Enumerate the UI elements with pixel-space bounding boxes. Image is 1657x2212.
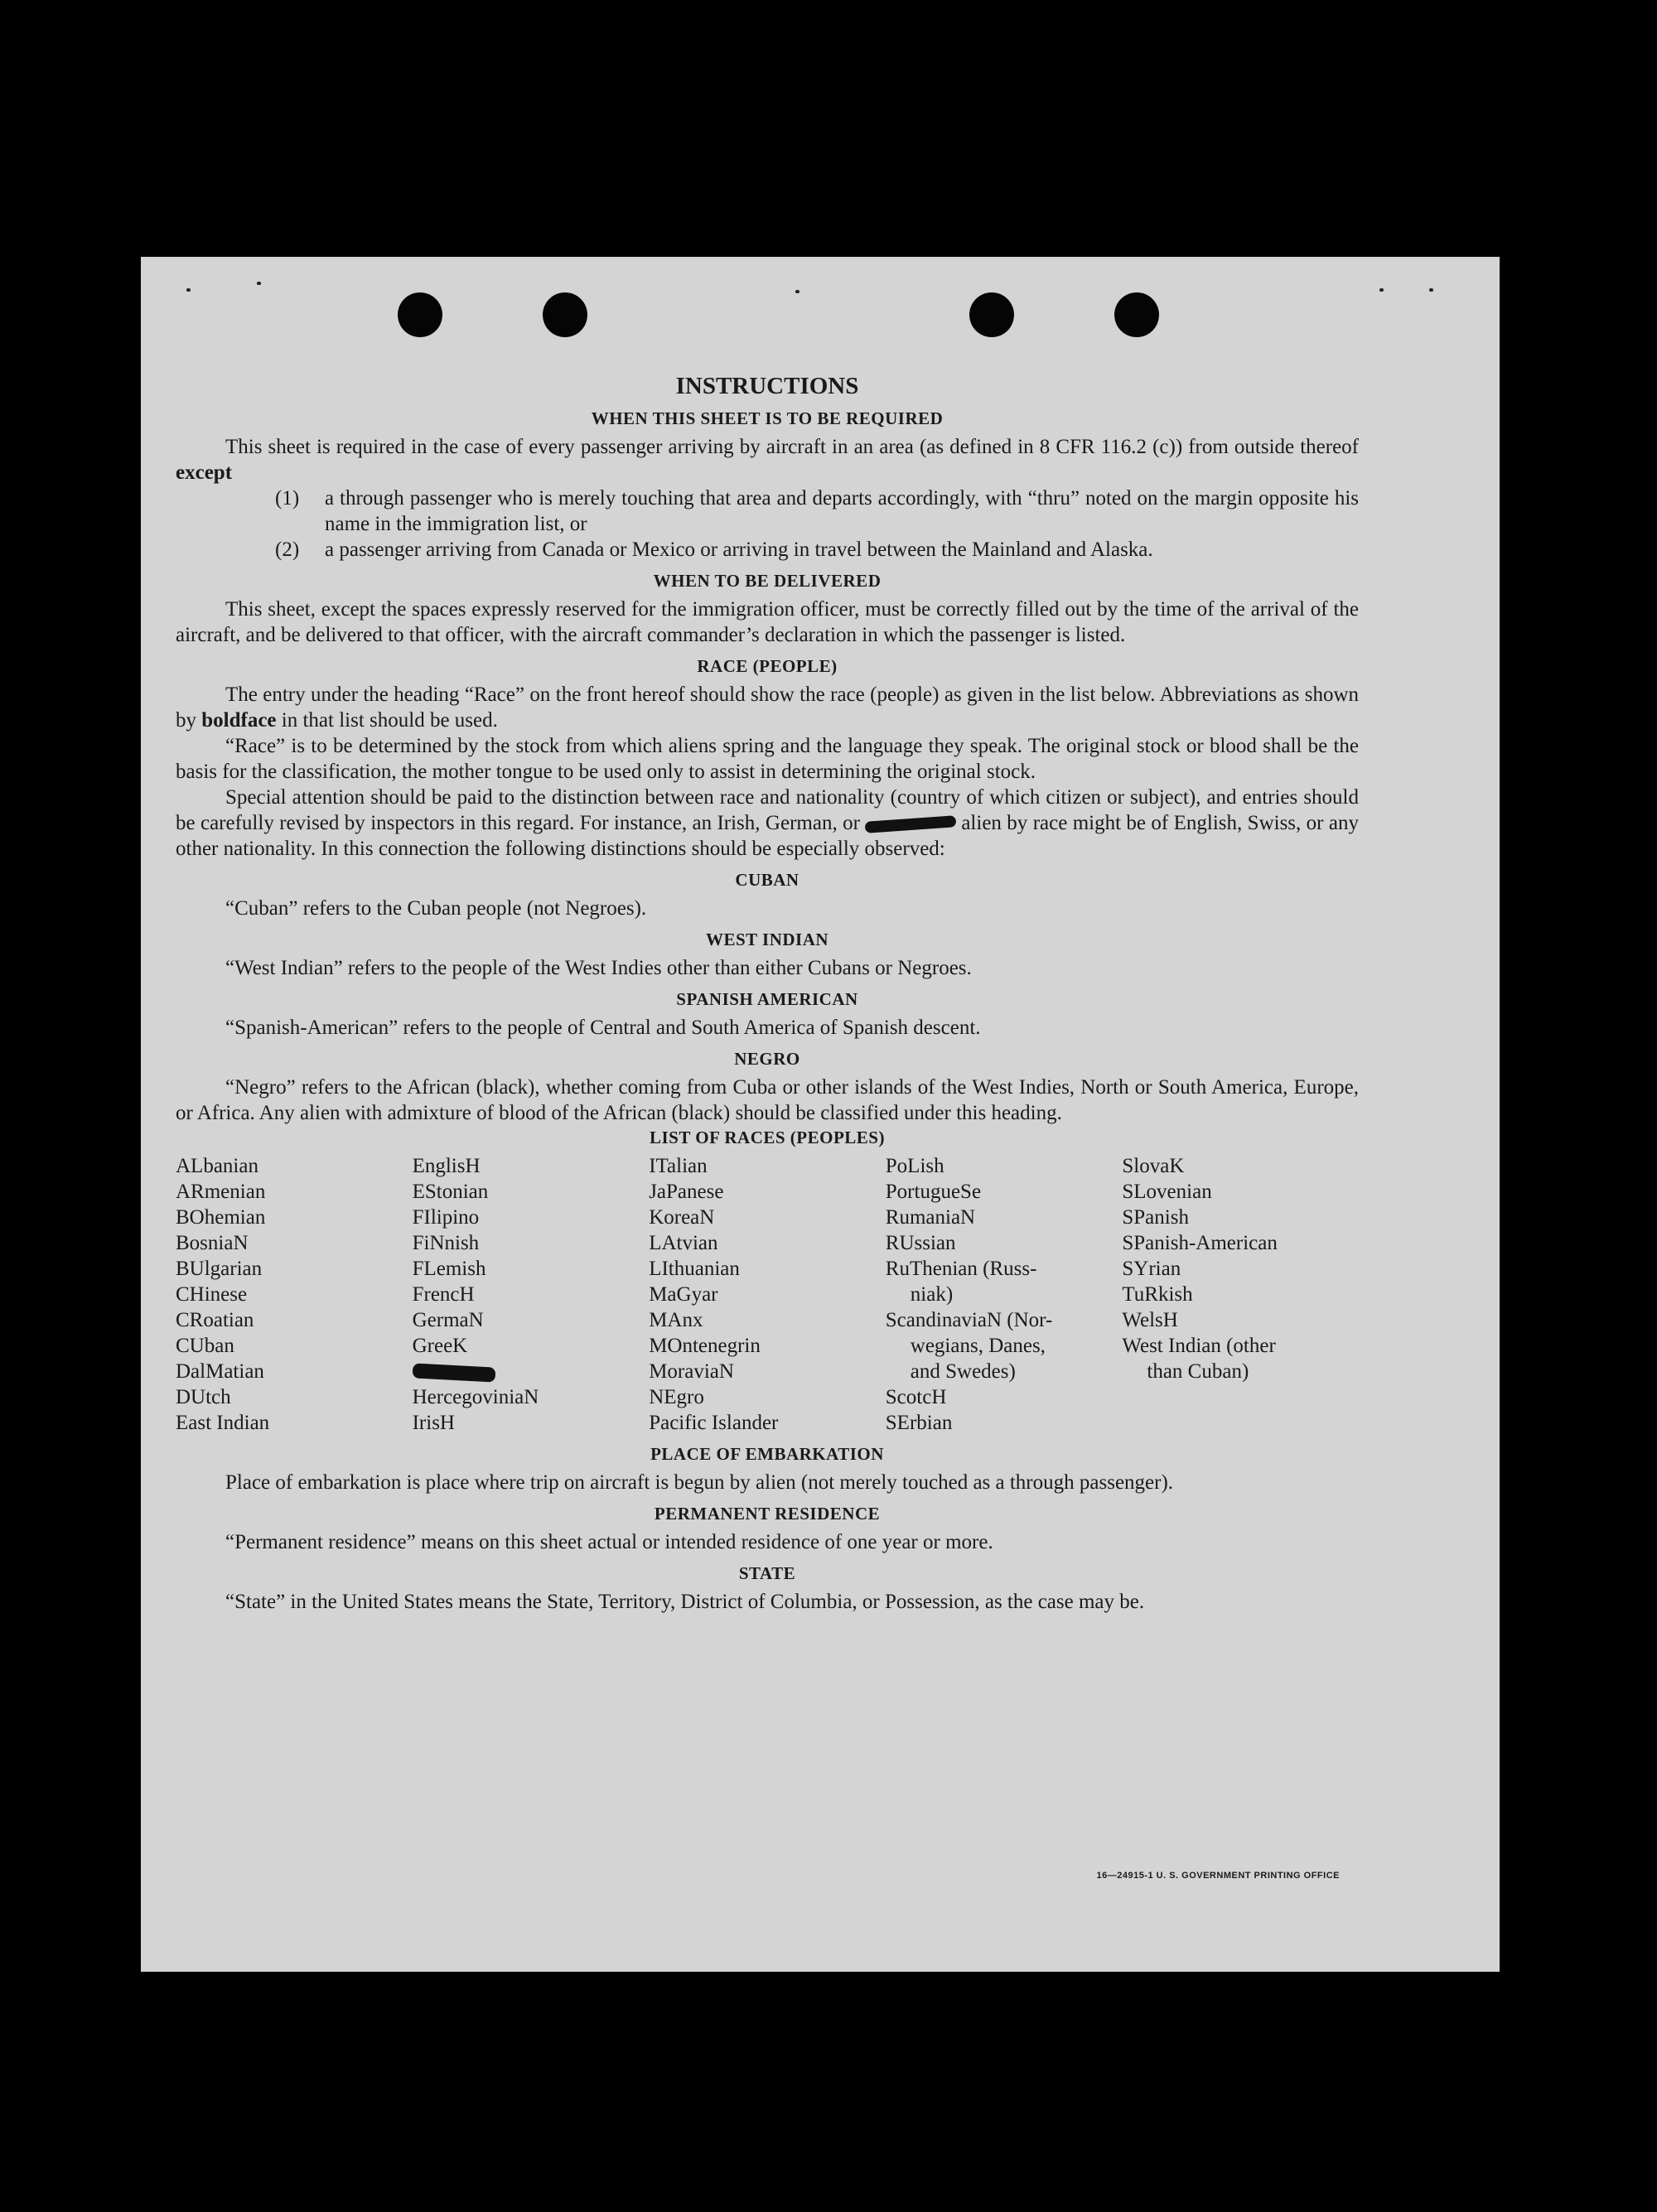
speck — [186, 288, 191, 292]
section-heading-list: LIST OF RACES (PEOPLES) — [650, 1128, 885, 1147]
race-item: EnglisH — [412, 1155, 481, 1177]
exception-item: (2) a passenger arriving from Canada or Mexico or arriving in travel between the Mainland and Alaska. — [275, 539, 1153, 561]
instruction-sheet — [141, 257, 1500, 1972]
race-column — [649, 1153, 886, 1436]
race-item: ScandinaviaN (Nor- wegians, Danes, and Swedes) — [885, 1309, 1053, 1383]
race-item: IrisH — [412, 1412, 455, 1434]
redaction-mark — [865, 815, 957, 833]
race-item: MOntenegrin — [649, 1335, 761, 1357]
race-item: MaGyar — [649, 1283, 718, 1306]
race-item: West Indian (other than Cuban) — [1122, 1335, 1276, 1383]
residence-paragraph: “Permanent residence” means on this sheet actual or intended residence of one year or more. — [225, 1531, 993, 1553]
race-item-redacted — [413, 1359, 650, 1384]
race-item: MAnx — [649, 1309, 703, 1331]
race-item: RuThenian (Russ- niak) — [885, 1258, 1037, 1306]
race-item: ScotcH — [885, 1386, 947, 1408]
delivered-paragraph: This sheet, except the spaces expressly reserved for the immigration officer, must be correctly filled out by the time of the arrival of the aircraft, and be delivered to that officer, with the aircraft commander’s declaration in which the passenger is listed. — [176, 598, 1359, 646]
west-indian-paragraph: “West Indian” refers to the people of the West Indies other than either Cubans or Negroes. — [225, 957, 972, 979]
cuban-paragraph: “Cuban” refers to the Cuban people (not Negroes). — [225, 897, 647, 920]
race-item: RumaniaN — [885, 1206, 976, 1229]
race-item: GreeK — [412, 1335, 468, 1357]
race-item: LIthuanian — [649, 1258, 740, 1280]
race-item: FIlipino — [412, 1206, 480, 1229]
race-item: FiNnish — [412, 1232, 480, 1254]
race-item: NEgro — [649, 1386, 704, 1408]
race-item: LAtvian — [649, 1232, 718, 1254]
race-item: ALbanian — [176, 1155, 258, 1177]
speck — [795, 290, 800, 293]
race-column — [1122, 1153, 1359, 1436]
race-item: BosniaN — [176, 1232, 249, 1254]
race-list — [176, 1153, 1359, 1436]
race-item: MoraviaN — [649, 1360, 734, 1383]
race-item: PortugueSe — [885, 1181, 982, 1203]
race-item: SPanish — [1122, 1206, 1189, 1229]
race-item: DalMatian — [176, 1360, 264, 1383]
race-item: KoreaN — [649, 1206, 715, 1229]
speck — [1429, 288, 1433, 292]
section-heading-west-indian: WEST INDIAN — [705, 930, 829, 949]
section-heading-delivered: WHEN TO BE DELIVERED — [653, 571, 882, 591]
race-item: SErbian — [885, 1412, 953, 1434]
race-item: TuRkish — [1122, 1283, 1193, 1306]
race-column — [176, 1153, 413, 1436]
punch-hole — [543, 292, 587, 337]
race-item: CRoatian — [176, 1309, 254, 1331]
race-item: East Indian — [176, 1412, 270, 1434]
race-item: JaPanese — [649, 1181, 724, 1203]
negro-paragraph: “Negro” refers to the African (black), whether coming from Cuba or other islands of the West Indies, North or South America, Europe, or Africa. Any alien with admixture of blood of the African (black) should be classified under this heading. — [176, 1076, 1359, 1124]
race-item: BUlgarian — [176, 1258, 263, 1280]
race-item: BOhemian — [176, 1206, 266, 1229]
race-column — [886, 1153, 1123, 1436]
race-item: SYrian — [1122, 1258, 1181, 1280]
race-item: WelsH — [1122, 1309, 1178, 1331]
race-item: HercegoviniaN — [412, 1386, 539, 1408]
race-paragraph-2: “Race” is to be determined by the stock from which aliens spring and the language they speak. The original stock or blood shall be the basis for the classification, the mother tongue to be used only to assist in determining the original stock. — [176, 735, 1359, 783]
race-item: CHinese — [176, 1283, 248, 1306]
race-item: ITalian — [649, 1155, 708, 1177]
race-item: SlovaK — [1122, 1155, 1185, 1177]
race-item: EStonian — [412, 1181, 489, 1203]
section-heading-spanish-american: SPANISH AMERICAN — [676, 989, 858, 1009]
race-item: FrencH — [412, 1283, 475, 1306]
race-item: SLovenian — [1122, 1181, 1212, 1203]
spanish-american-paragraph: “Spanish-American” refers to the people of Central and South America of Spanish descent. — [225, 1017, 981, 1039]
punch-hole — [398, 292, 442, 337]
section-heading-residence: PERMANENT RESIDENCE — [654, 1504, 881, 1524]
race-item: CUban — [176, 1335, 234, 1357]
punch-hole — [969, 292, 1014, 337]
speck — [1379, 288, 1384, 292]
section-heading-required: WHEN THIS SHEET IS TO BE REQUIRED — [591, 408, 944, 428]
race-item: Pacific Islander — [649, 1412, 779, 1434]
printing-office-code: 16—24915-1 U. S. GOVERNMENT PRINTING OFFICE — [1096, 1871, 1340, 1881]
section-heading-race: RACE (PEOPLE) — [697, 656, 838, 676]
race-item: ARmenian — [176, 1181, 266, 1203]
race-item: GermaN — [412, 1309, 484, 1331]
race-item: SPanish-American — [1122, 1232, 1278, 1254]
race-paragraph-1: The entry under the heading “Race” on the front hereof should show the race (people) as given in the list below. Abbreviations as shown by boldface in that list should be used. — [176, 683, 1359, 732]
embarkation-paragraph: Place of embarkation is place where trip on aircraft is begun by alien (not merely touched as a through passenger). — [225, 1471, 1174, 1494]
page-title: INSTRUCTIONS — [675, 373, 859, 399]
section-heading-cuban: CUBAN — [735, 870, 800, 890]
race-column — [413, 1153, 650, 1436]
punch-hole — [1114, 292, 1159, 337]
exception-item: (1) a through passenger who is merely touching that area and departs accordingly, with “thru” noted on the margin opposite his name in the immigration list, or — [275, 487, 1359, 535]
race-item: DUtch — [176, 1386, 231, 1408]
state-paragraph: “State” in the United States means the State, Territory, District of Columbia, or Possession, as the case may be. — [225, 1591, 1145, 1613]
race-paragraph-3: Special attention should be paid to the distinction between race and nationality (country of which citizen or subject), and entries should be carefully revised by inspectors in this regard. For instance, an Irish, German, or alien by race might be of English, Swiss, or any other nationality. In this connection the following distinctions should be especially observed: — [176, 786, 1359, 860]
document-body — [176, 373, 1359, 1615]
section-heading-state: STATE — [738, 1563, 796, 1583]
race-item: PoLish — [885, 1155, 944, 1177]
section-heading-embarkation: PLACE OF EMBARKATION — [650, 1444, 884, 1464]
section-heading-negro: NEGRO — [734, 1049, 800, 1069]
required-paragraph: This sheet is required in the case of every passenger arriving by aircraft in an area (as defined in 8 CFR 116.2 (c)) from outside thereof except — [176, 436, 1359, 484]
race-item: FLemish — [412, 1258, 486, 1280]
race-item: RUssian — [885, 1232, 956, 1254]
redaction-mark — [412, 1364, 495, 1383]
speck — [257, 282, 261, 285]
